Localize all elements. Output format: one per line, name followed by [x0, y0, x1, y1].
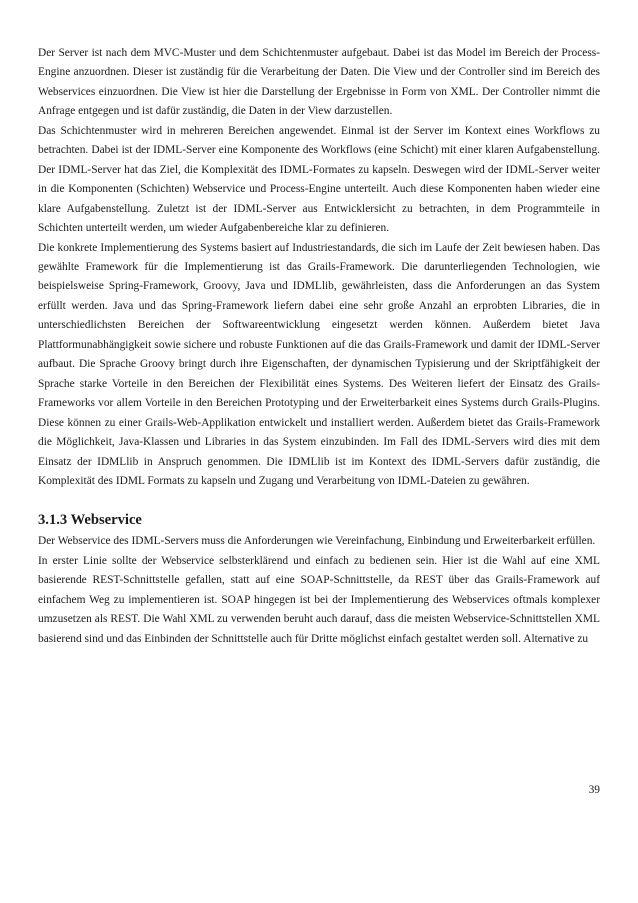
- section-paragraph: In erster Linie sollte der Webservice selbsterklärend und einfach zu bedienen sein. Hier ist die Wahl auf eine XML basierende REST-Schnittstelle gefallen, statt auf eine SOAP-Schnittstelle, da REST über das Grails-Framework auf einfachem Weg zu implementieren ist. SOAP hingegen ist bei der Implementierung des Webservices oftmals komplexer umzusetzen als REST. Die Wahl XML zu verwenden beruht auch darauf, dass die meisten Webservice-Schnittstellen XML basierend sind und das Einbinden der Schnittstelle auch für Dritte möglichst einfach gestaltet werden soll. Alternative zu: [38, 554, 600, 645]
- section-number: 3.1.3: [38, 512, 68, 529]
- section-title: Webservice: [70, 512, 142, 529]
- section-paragraph: Der Webservice des IDML-Servers muss die Anforderungen wie Vereinfachung, Einbindung und Erweiterbarkeit erfüllen.: [38, 535, 596, 548]
- body-paragraph: Das Schichtenmuster wird in mehreren Bereichen angewendet. Einmal ist der Server im Kontext eines Workflows zu betrachten. Dabei ist der IDML-Server eine Komponente des Workflows (eine Schicht) mit einer klaren Aufgabenstellung. Der IDML-Server hat das Ziel, die Komplexität des IDML-Formates zu kapseln. Deswegen wird der IDML-Server weiter in die Komponenten (Schichten) Webservice und Process-Engine unterteilt. Auch diese Komponenten haben wieder eine klare Aufgabenstellung. Zuletzt ist der IDML-Server aus Entwicklersicht zu betrachten, in dem Programmteile in Schichten unterteilt werden, um wieder Aufgabenbereiche klar zu definieren.: [38, 124, 600, 235]
- body-paragraph: Die konkrete Implementierung des Systems basiert auf Industriestandards, die sich im Laufe der Zeit bewiesen haben. Das gewählte Framework für die Implementierung ist das Grails-Framework. Die darunterliegenden Technologien, wie beispielsweise Spring-Framework, Groovy, Java und IDMLlib, gewährleisten, dass die Anforderungen an das System erfüllt werden. Java und das Spring-Framework liefern dabei eine sehr große Anzahl an erprobten Libraries, die in unterschiedlichsten Bereichen der Softwareentwicklung eingesetzt werden können. Außerdem bietet Java Plattformunabhängigkeit sowie sichere und robuste Funktionen auf die das Grails-Framework und damit der IDML-Server aufbaut. Die Sprache Groovy bringt durch ihre Eigenschaften, der dynamischen Typisierung und der Skriptfähigkeit der Sprache starke Vorteile in den Bereichen der Flexibilität eines Systems. Des Weiteren liefert der Einsatz des Grails-Frameworks vor allem Vorteile in den Bereichen Prototyping und der Erweiterbarkeit eines Systems durch Grails-Plugins. Diese können zu einer Grails-Web-Applikation entwickelt und installiert werden. Außerdem bietet das Grails-Framework die Möglichkeit, Java-Klassen und Libraries in das System einzubinden. Im Fall des IDML-Servers wird dies mit dem Einsatz der IDMLlib in Anspruch genommen. Die IDMLlib ist im Kontext des IDML-Servers dafür zuständig, die Komplexität des IDML Formats zu kapseln und Zugang und Verarbeitung von IDML-Dateien zu gewähren.: [38, 241, 600, 487]
- section-heading: [38, 509, 600, 531]
- body-paragraph: Der Server ist nach dem MVC-Muster und dem Schichtenmuster aufgebaut. Dabei ist das Model im Bereich der Process-Engine anzuordnen. Dieser ist zuständig für die Verarbeitung der Daten. Die View und der Controller sind im Bereich des Webservices einzuordnen. Die View ist hier die Darstellung der Ergebnisse in Form von XML. Der Controller nimmt die Anfrage entgegen und ist dafür zuständig, die Daten in der View darzustellen.: [38, 47, 600, 118]
- page-number: 39: [588, 784, 600, 796]
- page-body: [38, 44, 600, 649]
